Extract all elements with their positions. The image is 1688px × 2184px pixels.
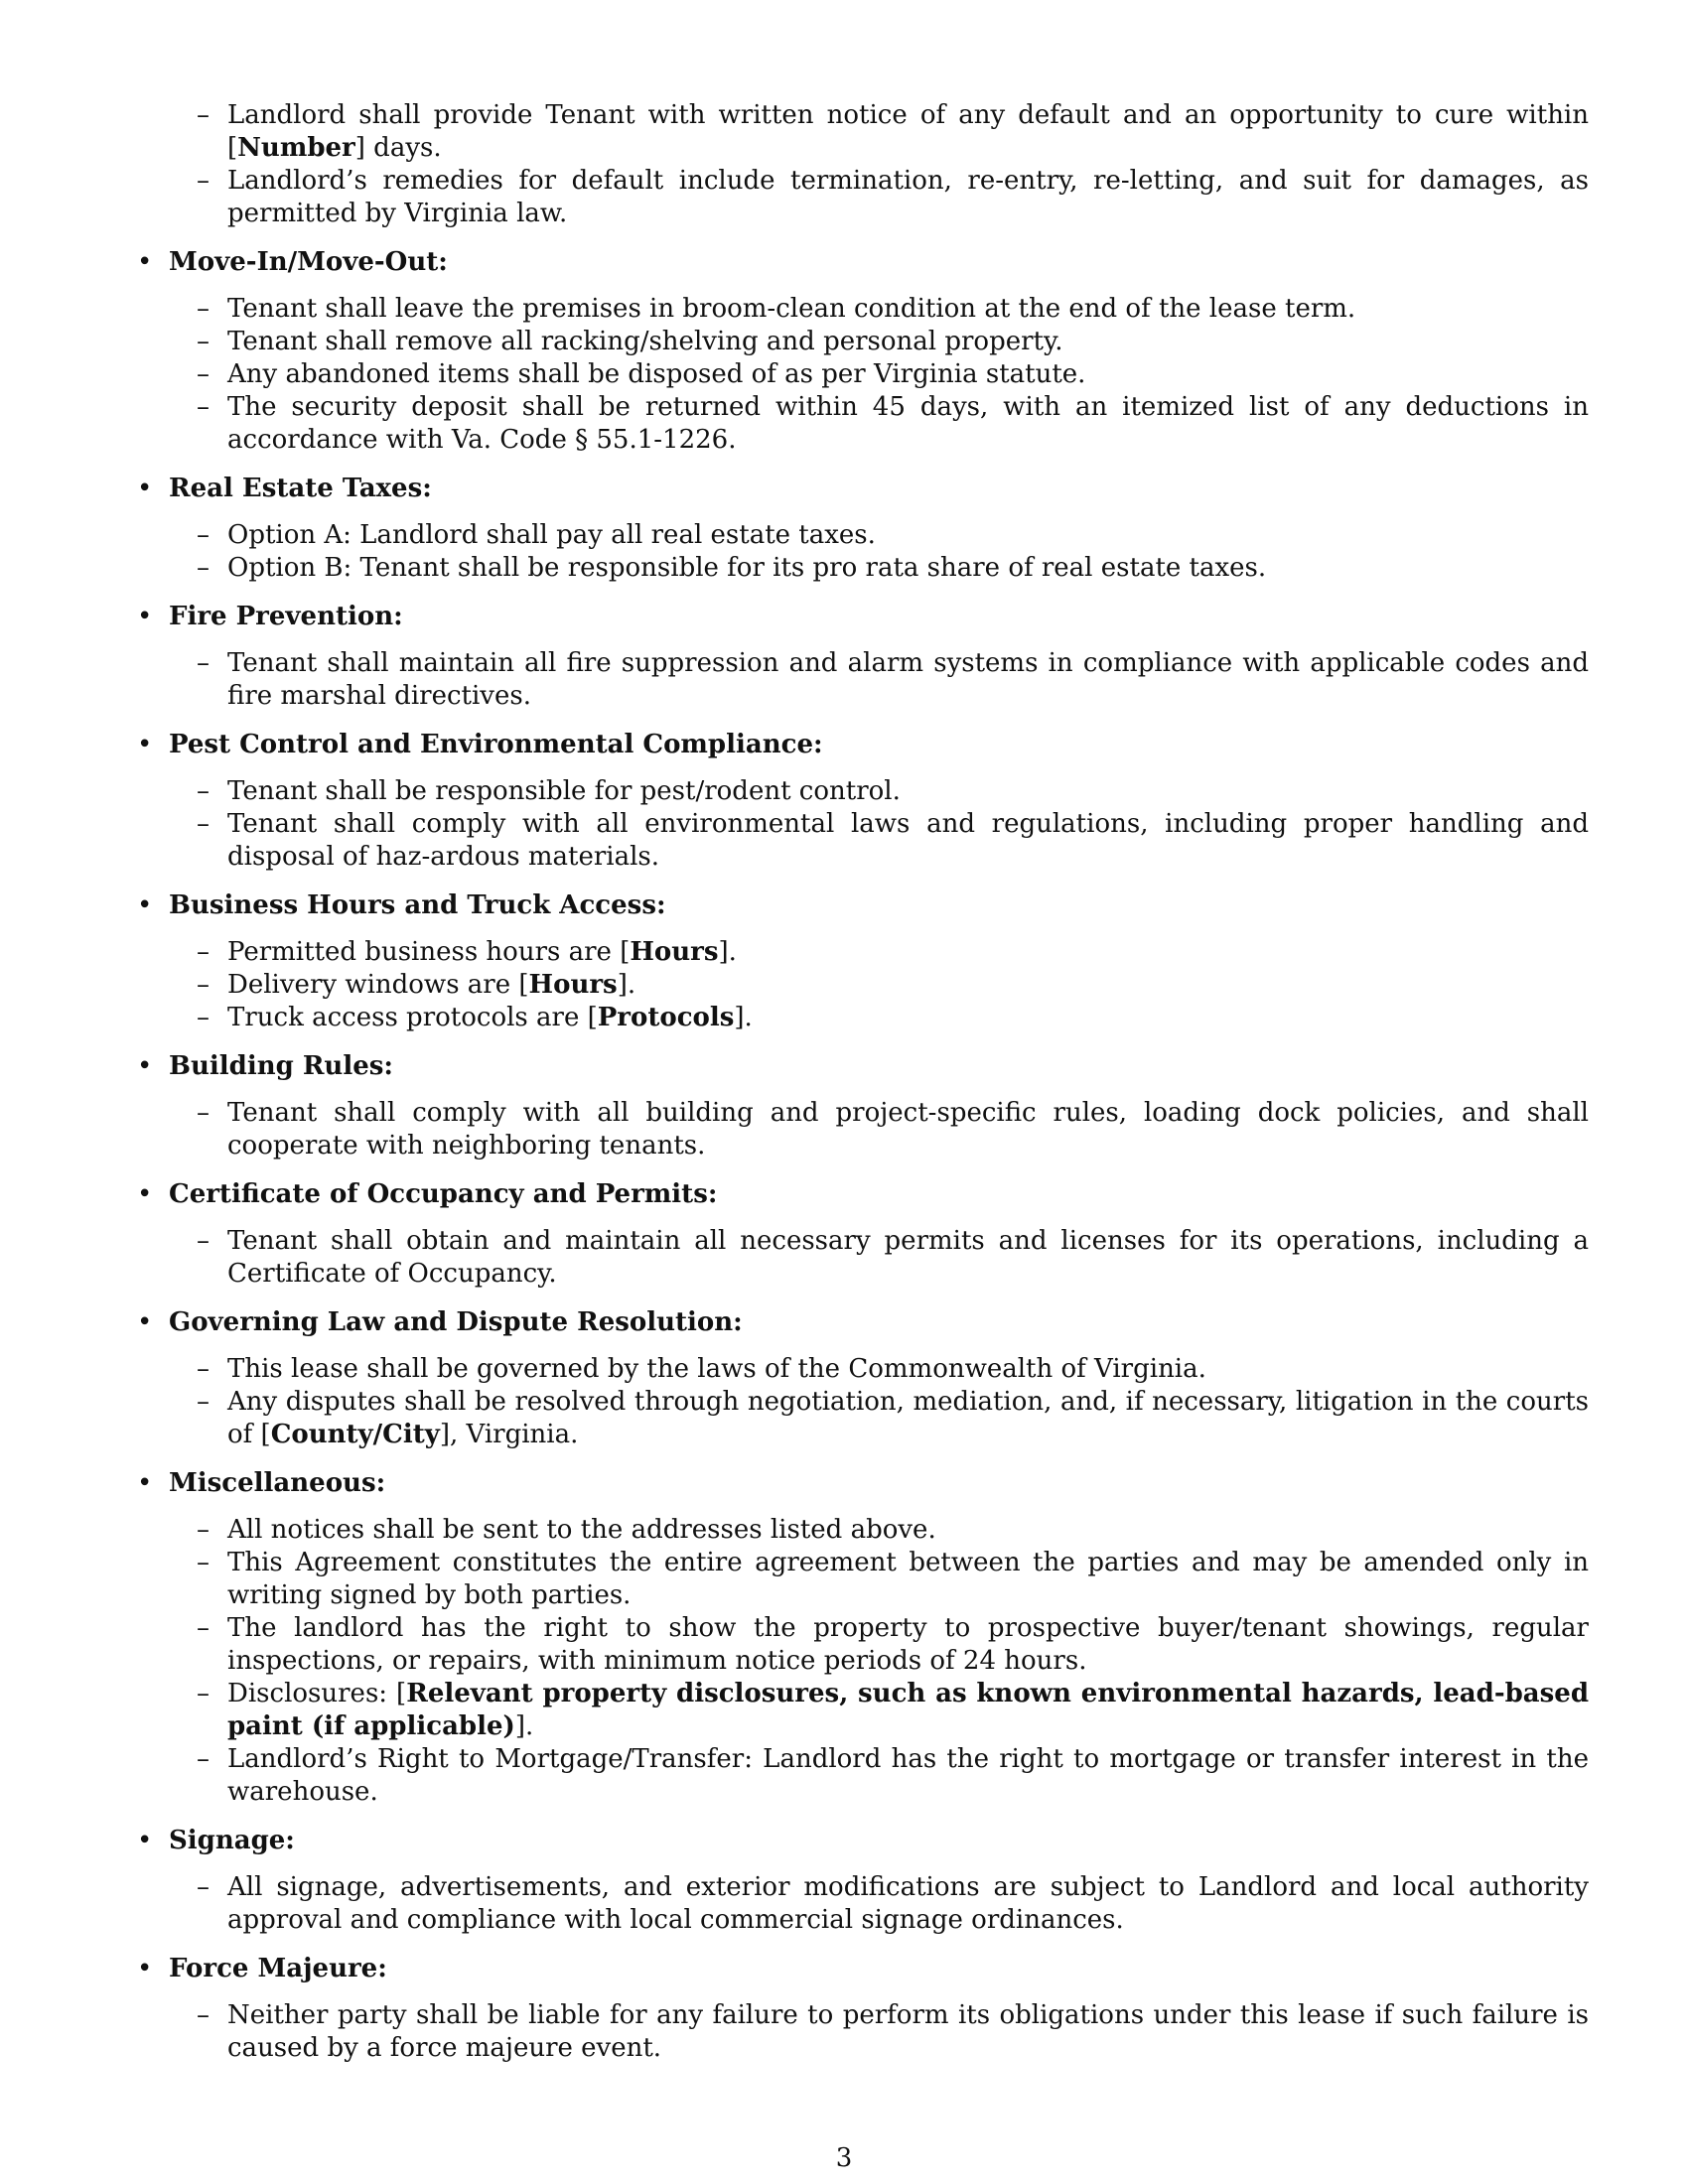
list-item (137, 99, 1589, 165)
item-text: Any abandoned items shall be disposed of as per Virginia statute. (227, 359, 1086, 389)
item-text: Delivery windows are [ (227, 970, 529, 1000)
list-item (137, 326, 1589, 358)
list-item (137, 1353, 1589, 1386)
section (137, 1178, 1589, 1291)
sub-list (137, 647, 1589, 713)
dash-icon: – (197, 520, 210, 550)
dash-icon: – (197, 809, 210, 839)
sub-list (137, 1225, 1589, 1291)
list-item (137, 969, 1589, 1002)
intro-list (137, 99, 1589, 230)
item-text-end: ]. (617, 970, 636, 1000)
section (137, 601, 1589, 713)
bullet-icon: • (137, 474, 153, 503)
item-text: This lease shall be governed by the laws of the Commonwealth of Virginia. (227, 1354, 1206, 1384)
section (137, 729, 1589, 874)
item-text-end: ]. (718, 937, 737, 967)
item-text: Landlord’s remedies for default include termination, re-entry, re-letting, and suit for damages, as permitted by Virginia law. (227, 166, 1589, 228)
list-item (137, 1225, 1589, 1291)
sub-list (137, 293, 1589, 457)
sub-list (137, 1871, 1589, 1937)
dash-icon: – (197, 553, 210, 583)
dash-icon: – (197, 1744, 210, 1774)
item-text: The security deposit shall be returned within 45 days, with an itemized list of any deductions in accordance with Va. Code § 55.1-1226. (227, 392, 1589, 455)
item-text-end: ], Virginia. (439, 1420, 579, 1449)
item-placeholder: Hours (528, 970, 618, 1000)
dash-icon: – (197, 1003, 210, 1032)
sub-list (137, 1097, 1589, 1162)
bullet-icon: • (137, 1307, 153, 1337)
dash-icon: – (197, 1226, 210, 1256)
list-item (137, 1612, 1589, 1678)
item-placeholder: Hours (630, 937, 719, 967)
item-text: Any disputes shall be resolved through negotiation, mediation, and, if necessary, litigation in the courts of [ (227, 1387, 1589, 1449)
list-item (137, 1002, 1589, 1034)
dash-icon: – (197, 1515, 210, 1545)
dash-icon: – (197, 776, 210, 806)
list-item (137, 1097, 1589, 1162)
item-text: Tenant shall comply with all building and project-specific rules, loading dock policies, and shall cooperate with neighboring tenants. (227, 1098, 1589, 1160)
dash-icon: – (197, 359, 210, 389)
section-title: Certificate of Occupancy and Permits: (169, 1179, 718, 1209)
item-text: This Agreement constitutes the entire agreement between the parties and may be amended only in writing signed by both parties. (227, 1548, 1589, 1610)
page-number: 3 (835, 2143, 853, 2173)
section (137, 1306, 1589, 1451)
section (137, 889, 1589, 1034)
item-text: Tenant shall be responsible for pest/rodent control. (227, 776, 901, 806)
item-text: Tenant shall leave the premises in broom-clean condition at the end of the lease term. (227, 294, 1356, 324)
dash-icon: – (197, 648, 210, 678)
bullet-icon: • (137, 602, 153, 631)
bullet-icon: • (137, 247, 153, 277)
section-title: Move-In/Move-Out: (169, 247, 448, 277)
section (137, 1467, 1589, 1809)
dash-icon: – (197, 1679, 210, 1708)
dash-icon: – (197, 166, 210, 196)
dash-icon: – (197, 2000, 210, 2030)
bullet-icon: • (137, 890, 153, 920)
section-list (137, 246, 1589, 2065)
item-text: Truck access protocols are [ (227, 1003, 598, 1032)
list-item (137, 358, 1589, 391)
item-text: All notices shall be sent to the addresses listed above. (227, 1515, 936, 1545)
item-text-end: ]. (514, 1711, 534, 1741)
bullet-icon: • (137, 1179, 153, 1209)
item-placeholder: County/City (270, 1420, 440, 1449)
section-title: Pest Control and Environmental Compliance: (169, 730, 823, 759)
bullet-icon: • (137, 1954, 153, 1983)
list-item (137, 391, 1589, 457)
item-text: Tenant shall obtain and maintain all necessary permits and licenses for its operations, including a Certificate of Occupancy. (227, 1226, 1589, 1289)
list-item (137, 1743, 1589, 1809)
list-item (137, 519, 1589, 552)
item-text: Disclosures: [ (227, 1679, 407, 1708)
bullet-icon: • (137, 1468, 153, 1498)
dash-icon: – (197, 1098, 210, 1128)
section-title: Fire Prevention: (169, 602, 403, 631)
section (137, 1953, 1589, 2065)
item-text-end: ] days. (354, 133, 442, 163)
sub-list (137, 1514, 1589, 1809)
item-text: Option B: Tenant shall be responsible for its pro rata share of real estate taxes. (227, 553, 1267, 583)
list-item (137, 165, 1589, 230)
section-title: Real Estate Taxes: (169, 474, 432, 503)
section-title: Building Rules: (169, 1051, 393, 1081)
list-item (137, 1871, 1589, 1937)
sub-list (137, 519, 1589, 585)
item-text: Landlord shall provide Tenant with written notice of any default and an opportunity to cure within [ (227, 100, 1589, 163)
bullet-icon: • (137, 1826, 153, 1855)
sub-list (137, 775, 1589, 874)
section-title: Miscellaneous: (169, 1468, 386, 1498)
item-placeholder: Number (237, 133, 355, 163)
item-text: Tenant shall comply with all environmental laws and regulations, including proper handling and disposal of haz-ardous materials. (227, 809, 1589, 872)
dash-icon: – (197, 392, 210, 422)
list-item (137, 1547, 1589, 1612)
item-text: All signage, advertisements, and exterior modifications are subject to Landlord and local authority approval and compliance with local commercial signage ordinances. (227, 1872, 1589, 1935)
section-title: Business Hours and Truck Access: (169, 890, 666, 920)
section (137, 473, 1589, 585)
item-text: Option A: Landlord shall pay all real estate taxes. (227, 520, 876, 550)
dash-icon: – (197, 937, 210, 967)
sub-list (137, 1999, 1589, 2065)
dash-icon: – (197, 1872, 210, 1902)
bullet-icon: • (137, 730, 153, 759)
item-placeholder: Relevant property disclosures, such as known environmental hazards, lead-based paint (if applicable) (227, 1679, 1589, 1741)
list-item (137, 1386, 1589, 1451)
dash-icon: – (197, 970, 210, 1000)
item-text: Tenant shall remove all racking/shelving and personal property. (227, 327, 1063, 356)
dash-icon: – (197, 1354, 210, 1384)
sub-list (137, 936, 1589, 1034)
section-title: Force Majeure: (169, 1954, 387, 1983)
list-item (137, 293, 1589, 326)
item-text-end: ]. (734, 1003, 753, 1032)
list-item (137, 936, 1589, 969)
dash-icon: – (197, 327, 210, 356)
list-item (137, 1514, 1589, 1547)
list-item (137, 1678, 1589, 1743)
item-text: Tenant shall maintain all fire suppression and alarm systems in compliance with applicable codes and fire marshal directives. (227, 648, 1589, 711)
dash-icon: – (197, 294, 210, 324)
list-item (137, 1999, 1589, 2065)
document-body (137, 99, 1589, 2081)
section (137, 246, 1589, 457)
dash-icon: – (197, 1613, 210, 1643)
item-text: The landlord has the right to show the property to prospective buyer/tenant showings, regular inspections, or repairs, with minimum notice periods of 24 hours. (227, 1613, 1589, 1676)
dash-icon: – (197, 100, 210, 130)
bullet-icon: • (137, 1051, 153, 1081)
section (137, 1050, 1589, 1162)
list-item (137, 552, 1589, 585)
list-item (137, 775, 1589, 808)
sub-list (137, 1353, 1589, 1451)
dash-icon: – (197, 1387, 210, 1417)
list-item (137, 647, 1589, 713)
item-text: Landlord’s Right to Mortgage/Transfer: Landlord has the right to mortgage or transfer interest in the warehouse. (227, 1744, 1589, 1807)
list-item (137, 808, 1589, 874)
dash-icon: – (197, 1548, 210, 1577)
item-placeholder: Protocols (597, 1003, 735, 1032)
item-text: Neither party shall be liable for any failure to perform its obligations under this lease if such failure is caused by a force majeure event. (227, 2000, 1589, 2063)
section-title: Signage: (169, 1826, 295, 1855)
section (137, 1825, 1589, 1937)
item-text: Permitted business hours are [ (227, 937, 631, 967)
section-title: Governing Law and Dispute Resolution: (169, 1307, 743, 1337)
